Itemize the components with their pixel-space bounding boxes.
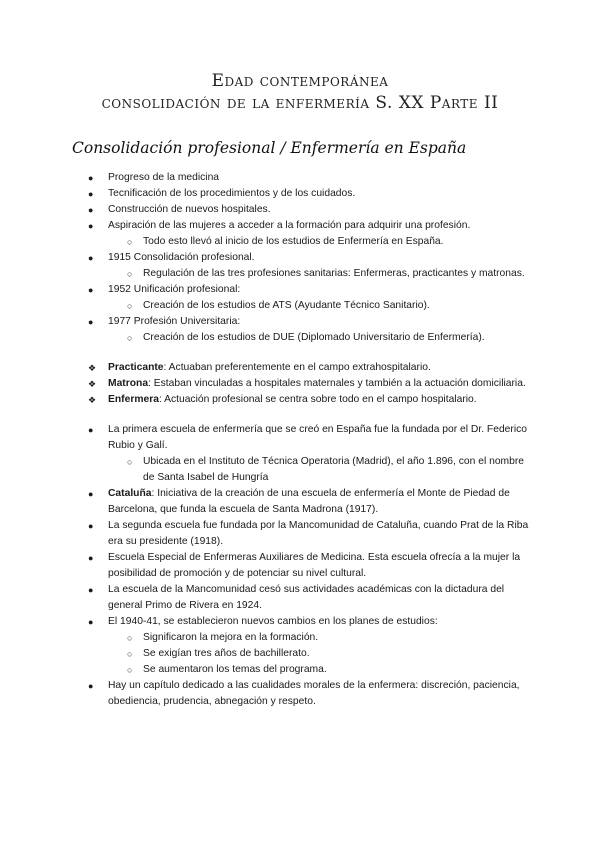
sub-list-item: ○ Se exigían tres años de bachillerato. — [0, 646, 600, 662]
timeline-list — [0, 170, 600, 346]
diamond-bullet-icon: ❖ — [88, 379, 97, 389]
list-item: ● La escuela de la Mancomunidad cesó sus actividades académicas con la dictadura del general Primo de Rivera en 1924. — [88, 584, 505, 611]
diamond-bullet-icon: ❖ — [88, 395, 97, 405]
spacer — [0, 346, 600, 360]
sub-list-item: ○ Se aumentaron los temas del programa. — [0, 662, 600, 678]
list-item: ● Tecnificación de los procedimientos y de los cuidados. — [0, 186, 600, 202]
list-item: ● Cataluña: Iniciativa de la creación de una escuela de enfermería el Monte de Piedad de Barcelona, que funda la escuela de Santa Madrona (1917). — [88, 488, 510, 515]
list-item: ● Escuela Especial de Enfermeras Auxiliares de Medicina. Esta escuela ofrecía a la mujer la posibilidad de promoción y de potenciar su nivel cultural. — [88, 552, 521, 579]
disc-bullet-icon: ● — [88, 205, 94, 215]
list-item: ❖ Matrona: Estaban vinculadas a hospitales maternales y también a la actuación domiciliaria. — [0, 376, 600, 392]
list-item: ● La primera escuela de enfermería que se creó en España fue la fundada por el Dr. Federico Rubio y Galí. — [88, 424, 527, 451]
disc-bullet-icon: ● — [88, 189, 94, 199]
disc-bullet-icon: ● — [88, 585, 94, 595]
list-item: ● 1952 Unificación profesional: — [0, 282, 600, 298]
list-item: ● 1977 Profesión Universitaria: — [0, 314, 600, 330]
circle-bullet-icon: ○ — [127, 633, 133, 643]
sub-list-item: ○ Creación de los estudios de ATS (Ayudante Técnico Sanitario). — [0, 298, 600, 314]
list-item: ● El 1940-41, se establecieron nuevos cambios en los planes de estudios: — [0, 614, 600, 630]
schools-list — [0, 422, 600, 710]
diamond-bullet-icon: ❖ — [88, 363, 97, 373]
disc-bullet-icon: ● — [88, 425, 94, 435]
sub-list-item: ○ Significaron la mejora en la formación. — [0, 630, 600, 646]
list-item: ❖ Practicante: Actuaban preferentemente en el campo extrahospitalario. — [0, 360, 600, 376]
disc-bullet-icon: ● — [88, 317, 94, 327]
term: Cataluña — [108, 488, 152, 499]
term: Matrona — [108, 378, 149, 389]
circle-bullet-icon: ○ — [127, 333, 133, 343]
sub-list-item: ○ Todo esto llevó al inicio de los estudios de Enfermería en España. — [0, 234, 600, 250]
disc-bullet-icon: ● — [88, 617, 94, 627]
circle-bullet-icon: ○ — [127, 237, 133, 247]
list-item: ● Aspiración de las mujeres a acceder a la formación para adquirir una profesión. — [0, 218, 600, 234]
disc-bullet-icon: ● — [88, 521, 94, 531]
circle-bullet-icon: ○ — [127, 301, 133, 311]
list-item: ❖ Enfermera: Actuación profesional se centra sobre todo en el campo hospitalario. — [0, 392, 600, 408]
sub-list-item: ○ Creación de los estudios de DUE (Diplomado Universitario de Enfermería). — [0, 330, 600, 346]
section-heading: Consolidación profesional / Enfermería en España — [72, 139, 467, 157]
list-item: ● Progreso de la medicina — [0, 170, 600, 186]
disc-bullet-icon: ● — [88, 173, 94, 183]
sub-list-item: ○ Ubicada en el Instituto de Técnica Operatoria (Madrid), el año 1.896, con el nombre de Santa Isabel de Hungría — [127, 456, 525, 483]
document-title — [0, 70, 600, 114]
disc-bullet-icon: ● — [88, 681, 94, 691]
circle-bullet-icon: ○ — [127, 649, 133, 659]
circle-bullet-icon: ○ — [127, 457, 133, 467]
title-line-1: Edad contemporánea — [211, 71, 389, 91]
disc-bullet-icon: ● — [88, 489, 94, 499]
disc-bullet-icon: ● — [88, 221, 94, 231]
document-body — [0, 170, 600, 710]
list-item: ● Construcción de nuevos hospitales. — [0, 202, 600, 218]
title-line-2: consolidación de la enfermería S. XX Parte II — [101, 93, 499, 113]
circle-bullet-icon: ○ — [127, 269, 133, 279]
disc-bullet-icon: ● — [88, 253, 94, 263]
list-item: ● 1915 Consolidación profesional. — [0, 250, 600, 266]
circle-bullet-icon: ○ — [127, 665, 133, 675]
term: Practicante — [108, 362, 164, 373]
spacer — [0, 408, 600, 422]
list-item: ● Hay un capítulo dedicado a las cualidades morales de la enfermera: discreción, paciencia, obediencia, prudencia, abnegación y respeto. — [88, 680, 520, 707]
list-item: ● La segunda escuela fue fundada por la Mancomunidad de Cataluña, cuando Prat de la Riba era su presidente (1918). — [88, 520, 529, 547]
disc-bullet-icon: ● — [88, 553, 94, 563]
sub-list-item: ○ Regulación de las tres profesiones sanitarias: Enfermeras, practicantes y matronas. — [0, 266, 600, 282]
disc-bullet-icon: ● — [88, 285, 94, 295]
term: Enfermera — [108, 394, 159, 405]
roles-list — [0, 360, 600, 408]
